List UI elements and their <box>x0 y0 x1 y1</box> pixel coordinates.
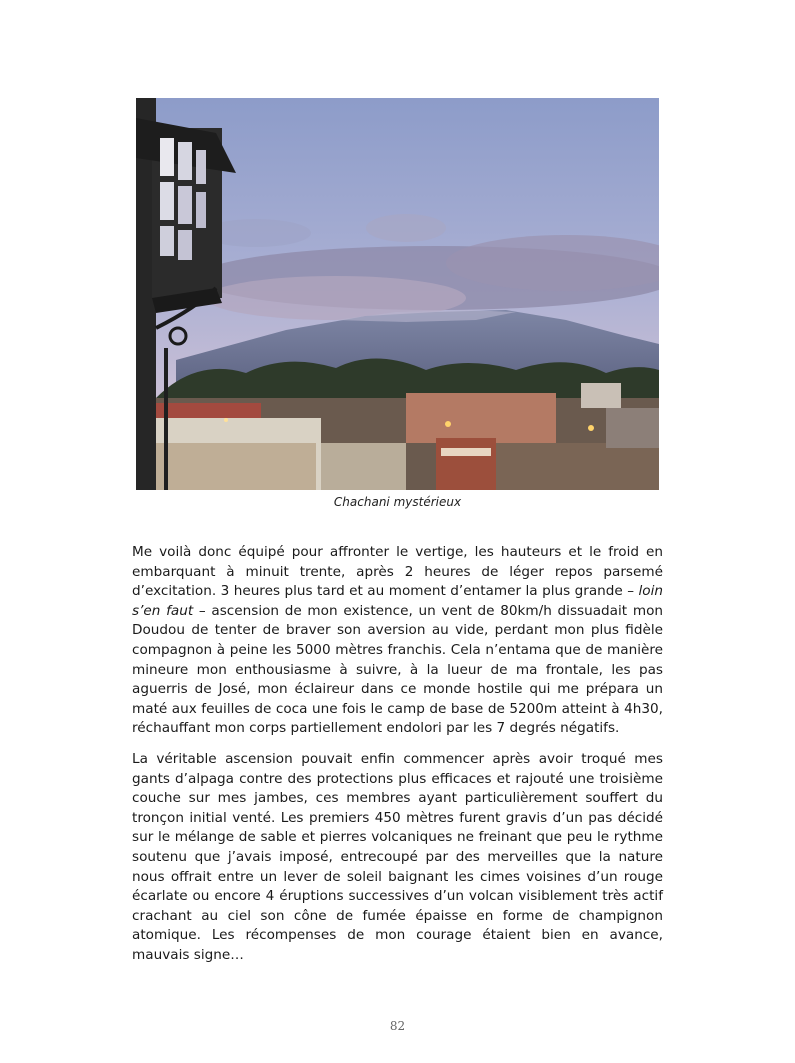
chachani-photo <box>136 98 659 490</box>
paragraph-1-emphasis: loin s’en faut <box>132 583 663 619</box>
body-text <box>132 543 663 976</box>
paragraph-1-end: – ascension de mon existence, un vent de 80km/h dissuadait mon Doudou de tenter de braver son aversion au vide, perdant mon plus fidèle compagnon à peine les 5000 mètres franchis. Cela n’entama que de manière mineure mon enthousiasme à suivre, à la lueur de ma frontale, les pas aguerris de José, mon éclaireur dans ce monde hostile qui me prépara un maté aux feuilles de coca une fois le camp de base de 5200m atteint à 4h30, réchauffant mon corps partiellement endolori par les 7 degrés négatifs. <box>132 602 663 737</box>
paragraph-2: La véritable ascension pouvait enfin commencer après avoir troqué mes gants d’alpaga contre des protections plus efficaces et rajouté une troisième couche sur mes jambes, ces membres ayant particulièrement souffert du tronçon initial venté. Les premiers 450 mètres furent gravis d’un pas décidé sur le mélange de sable et pierres volcaniques ne freinant que peu le rythme soutenu que j’avais imposé, entrecoupé par des merveilles que la nature nous offrait entre un lever de soleil baignant les cimes voisines d’un rouge écarlate ou encore 4 éruptions successives d’un volcan visiblement très actif crachant au ciel son cône de fumée épaisse en forme de champignon atomique. Les récompenses de mon courage étaient bien en avance, mauvais signe… <box>132 750 663 963</box>
paragraph-1-start: Me voilà donc équipé pour affronter le vertige, les hauteurs et le froid en embarquant à minuit trente, après 2 heures de léger repos parsemé d’excitation. 3 heures plus tard et au moment d’entamer la plus grande – <box>132 544 663 600</box>
page-number: 82 <box>389 1019 406 1033</box>
paragraph-1 <box>132 543 663 739</box>
figure-caption: Chachani mystérieux <box>333 495 462 509</box>
